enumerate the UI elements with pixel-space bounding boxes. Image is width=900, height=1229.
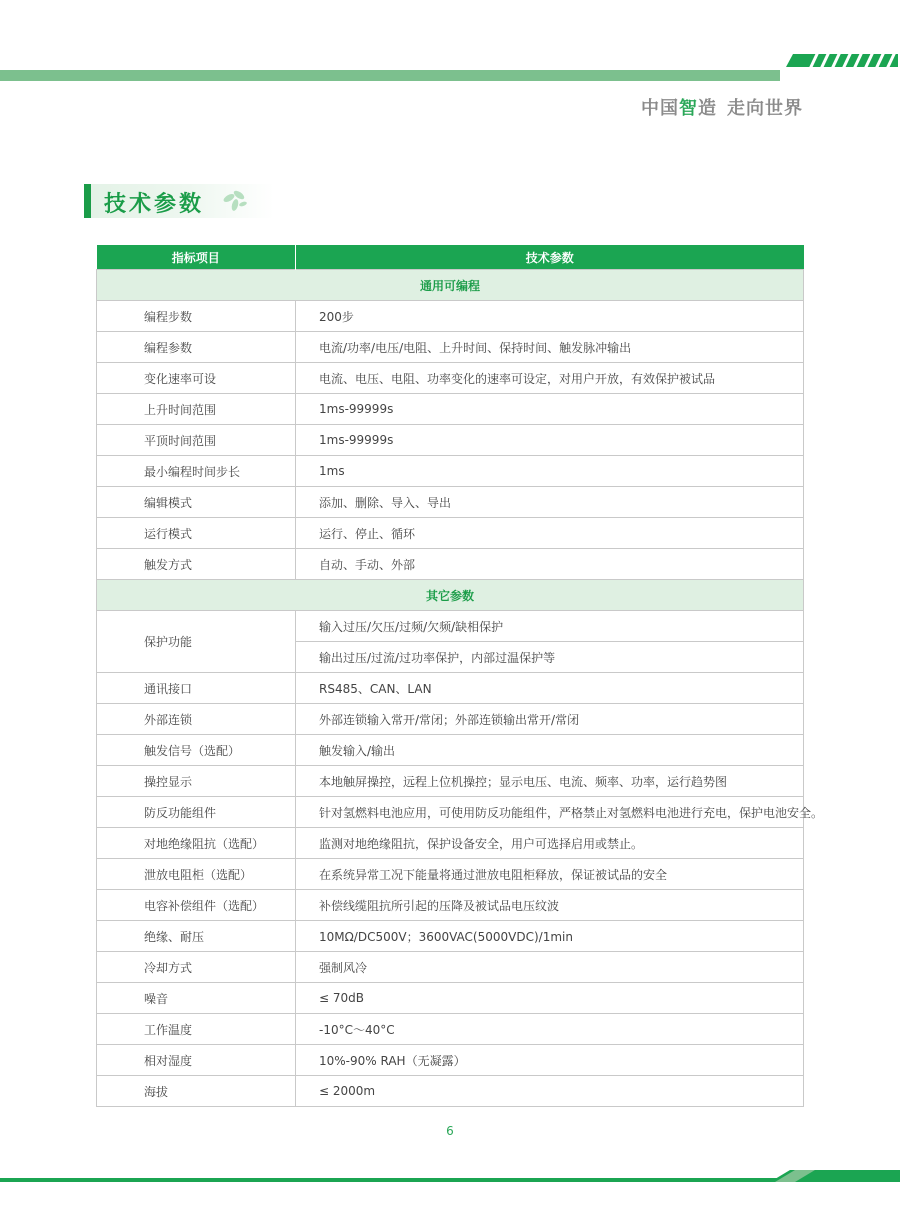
column-header: 技术参数 <box>296 245 804 270</box>
parameter-value: 外部连锁输入常开/常闭；外部连锁输出常开/常闭 <box>296 704 804 735</box>
group-title: 其它参数 <box>97 580 804 611</box>
parameter-value: 补偿线缆阻抗所引起的压降及被试品电压纹波 <box>296 890 804 921</box>
table-row <box>97 332 804 363</box>
parameter-label: 海拔 <box>97 1076 296 1107</box>
parameter-value: 电流/功率/电压/电阻、上升时间、保持时间、触发脉冲输出 <box>296 332 804 363</box>
page-number: 6 <box>446 1124 454 1138</box>
table-header-row <box>97 245 804 270</box>
section-title: 技术参数 <box>104 192 205 217</box>
slogan-part1: 中国 <box>641 98 679 119</box>
parameter-value: 10MΩ/DC500V；3600VAC(5000VDC)/1min <box>296 921 804 952</box>
parameter-value: 强制风冷 <box>296 952 804 983</box>
parameter-value: 触发输入/输出 <box>296 735 804 766</box>
parameter-value: 针对氢燃料电池应用，可使用防反功能组件，严格禁止对氢燃料电池进行充电，保护电池安全。 <box>296 797 804 828</box>
table-row <box>97 859 804 890</box>
spec-table <box>96 245 824 1107</box>
table-row <box>97 456 804 487</box>
table-row <box>97 394 804 425</box>
parameter-value: 添加、删除、导入、导出 <box>296 487 804 518</box>
table-body <box>97 270 824 1107</box>
section-heading <box>84 184 274 218</box>
table-row <box>97 797 804 828</box>
table-row <box>97 673 804 704</box>
table-row <box>97 890 804 921</box>
parameter-label: 触发方式 <box>97 549 296 580</box>
table-row <box>97 363 804 394</box>
header-slogan <box>641 94 803 120</box>
parameter-value: 自动、手动、外部 <box>296 549 804 580</box>
parameter-value: 电流、电压、电阻、功率变化的速率可设定，对用户开放，有效保护被试品 <box>296 363 804 394</box>
parameter-label: 编程步数 <box>97 301 296 332</box>
parameter-value: 输入过压/欠压/过频/欠频/缺相保护 <box>296 611 804 642</box>
parameter-value: 1ms-99999s <box>296 425 804 456</box>
table-row <box>97 549 804 580</box>
leaf-sparkle-icon <box>221 186 249 214</box>
parameter-value: 本地触屏操控，远程上位机操控；显示电压、电流、频率、功率，运行趋势图 <box>296 766 804 797</box>
header-band <box>0 70 780 81</box>
parameter-value: ≤ 70dB <box>296 983 804 1014</box>
table-row <box>97 1076 804 1107</box>
parameter-value: 10%-90% RAH（无凝露） <box>296 1045 804 1076</box>
parameter-value: 1ms <box>296 456 804 487</box>
parameter-label: 冷却方式 <box>97 952 296 983</box>
parameter-label: 平顶时间范围 <box>97 425 296 456</box>
slogan-part3: 走向世界 <box>727 98 803 119</box>
group-title: 通用可编程 <box>97 270 804 301</box>
parameter-label: 编程参数 <box>97 332 296 363</box>
parameter-value: RS485、CAN、LAN <box>296 673 804 704</box>
table-row <box>97 952 804 983</box>
parameter-label: 上升时间范围 <box>97 394 296 425</box>
parameter-label: 通讯接口 <box>97 673 296 704</box>
parameter-value: 1ms-99999s <box>296 394 804 425</box>
parameter-value: 在系统异常工况下能量将通过泄放电阻柜释放，保证被试品的安全 <box>296 859 804 890</box>
parameter-value: 运行、停止、循环 <box>296 518 804 549</box>
parameter-value: ≤ 2000m <box>296 1076 804 1107</box>
group-header-row <box>97 270 804 301</box>
parameter-label: 相对湿度 <box>97 1045 296 1076</box>
table-row <box>97 518 804 549</box>
parameter-label: 变化速率可设 <box>97 363 296 394</box>
table-row <box>97 828 804 859</box>
table-row <box>97 766 804 797</box>
table-row <box>97 301 804 332</box>
parameter-label: 泄放电阻柜（选配） <box>97 859 296 890</box>
parameter-label: 噪音 <box>97 983 296 1014</box>
slogan-highlight: 智 <box>679 98 698 119</box>
parameter-value: 监测对地绝缘阻抗，保护设备安全，用户可选择启用或禁止。 <box>296 828 804 859</box>
table-row <box>97 487 804 518</box>
header-stripes-decoration <box>780 54 900 67</box>
table-row <box>97 983 804 1014</box>
slogan-part2: 造 <box>698 98 717 119</box>
table-row <box>97 425 804 456</box>
section-heading-bar <box>84 184 91 218</box>
table-row <box>97 704 804 735</box>
parameter-label: 操控显示 <box>97 766 296 797</box>
parameter-label: 电容补偿组件（选配） <box>97 890 296 921</box>
parameter-label: 保护功能 <box>97 611 296 673</box>
parameter-value: 200步 <box>296 301 804 332</box>
parameter-label: 编辑模式 <box>97 487 296 518</box>
table-row <box>97 1045 804 1076</box>
parameter-label: 运行模式 <box>97 518 296 549</box>
parameter-label: 防反功能组件 <box>97 797 296 828</box>
table-row <box>97 921 804 952</box>
table-row <box>97 735 804 766</box>
parameter-label: 绝缘、耐压 <box>97 921 296 952</box>
parameter-label: 最小编程时间步长 <box>97 456 296 487</box>
footer-band <box>0 1170 900 1182</box>
table-row <box>97 611 804 642</box>
group-header-row <box>97 580 804 611</box>
parameter-label: 工作温度 <box>97 1014 296 1045</box>
column-header: 指标项目 <box>97 245 296 270</box>
parameter-label: 触发信号（选配） <box>97 735 296 766</box>
parameter-label: 外部连锁 <box>97 704 296 735</box>
table-row <box>97 1014 804 1045</box>
parameter-value: 输出过压/过流/过功率保护，内部过温保护等 <box>296 642 804 673</box>
parameter-value: -10°C～40°C <box>296 1014 804 1045</box>
parameter-label: 对地绝缘阻抗（选配） <box>97 828 296 859</box>
